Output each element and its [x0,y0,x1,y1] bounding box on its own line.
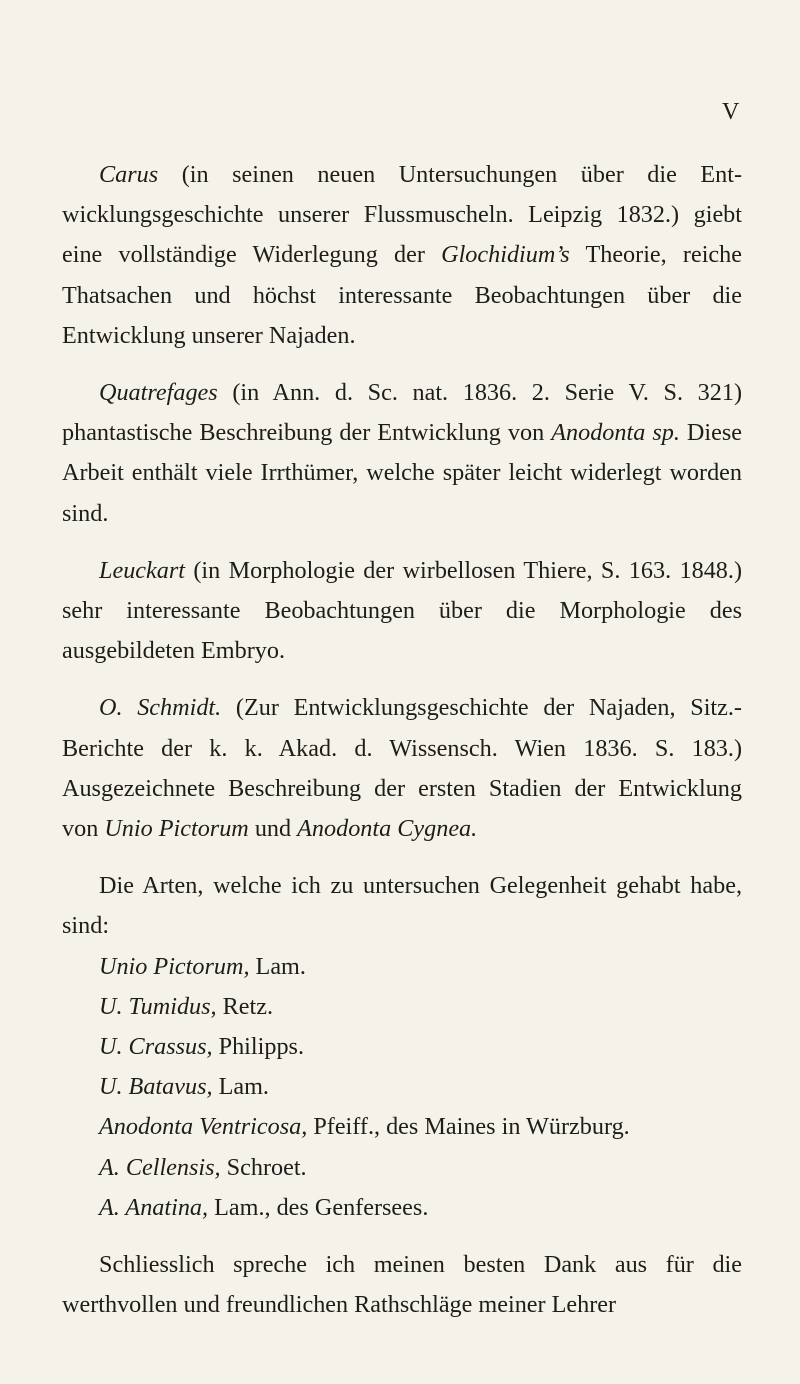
list-item [62,1027,742,1067]
species-name: A. Anatina, [99,1193,209,1221]
italic-term: Unio Pictorum [104,815,249,843]
species-detail: Schroet. [220,1153,307,1181]
author-name: Carus [99,161,159,188]
list-item [62,947,742,987]
italic-term: Anodonta sp. [551,419,680,447]
species-detail: Lam. [249,952,306,980]
species-name: A. Cellensis, [99,1153,221,1181]
document-body [62,155,742,1325]
paragraph-text: und [248,815,298,843]
italic-term: Glochidium’s [441,241,570,269]
paragraph-text: Schliesslich spreche ich meinen besten Dank aus für die werthvollen und freundlichen Rathschläge meiner Lehrer [62,1251,742,1319]
author-name: O. Schmidt. [99,694,222,722]
paragraph-text: Theorie, reiche Thatsachen und höchst interessante Beobachtungen über die Entwicklung unserer Najaden. [62,241,742,349]
species-list [62,947,742,1228]
paragraph-species-intro [62,866,742,946]
paragraph-leuckart [62,551,742,672]
list-item [62,987,742,1027]
paragraph-text: (in Morphologie der wirbellosen Thiere, S. 163. 1848.) sehr interessante Beobachtungen über die Morphologie des ausgebildeten Embryo. [62,556,742,665]
page-number: V [722,99,740,125]
italic-term: Anodonta Cygnea. [297,815,478,843]
species-detail: Pfeiff., des Maines in Würzburg. [307,1113,630,1141]
author-name: Quatrefages [99,379,218,407]
paragraph-quatrefages [62,373,742,534]
paragraph-closing [62,1245,742,1325]
author-name: Leuckart [99,556,185,584]
list-item [62,1188,742,1228]
species-name: U. Tumidus, [99,992,217,1020]
list-item [62,1148,742,1188]
species-name: Anodonta Ventricosa, [99,1113,308,1141]
paragraph-carus [62,155,742,356]
paragraph-text: (in Ann. d. Sc. nat. 1836. 2. Serie V. S. 321) phantastische Beschreibung der Entwicklung von [62,379,742,447]
species-detail: Lam., des Genfersees. [208,1193,429,1221]
species-name: U. Batavus, [99,1073,213,1101]
species-name: U. Crassus, [99,1033,213,1061]
paragraph-text: Die Arten, welche ich zu untersuchen Gelegenheit gehabt habe, sind: [62,872,742,940]
list-item [62,1067,742,1107]
paragraph-text: (Zur Entwicklungsgeschichte der Najaden, Sitz.-Berichte der k. k. Akad. d. Wissensch. Wien 1836. S. 183.) Ausgezeichnete Beschreibung der ersten Stadien der Entwicklung von [62,694,742,843]
species-detail: Philipps. [212,1033,304,1061]
paragraph-text: Diese Arbeit enthält viele Irrthümer, welche später leicht widerlegt worden sind. [62,419,742,527]
paragraph-text: (in seinen neuen Untersuchungen über die Entwicklungsgeschichte unserer Flussmuscheln. Leipzig 1832.) giebt eine vollständige Widerlegung der [62,161,743,269]
list-item [62,1107,742,1147]
paragraph-schmidt [62,688,742,849]
species-detail: Retz. [216,992,274,1020]
species-name: Unio Pictorum, [99,952,250,980]
species-detail: Lam. [212,1073,269,1101]
